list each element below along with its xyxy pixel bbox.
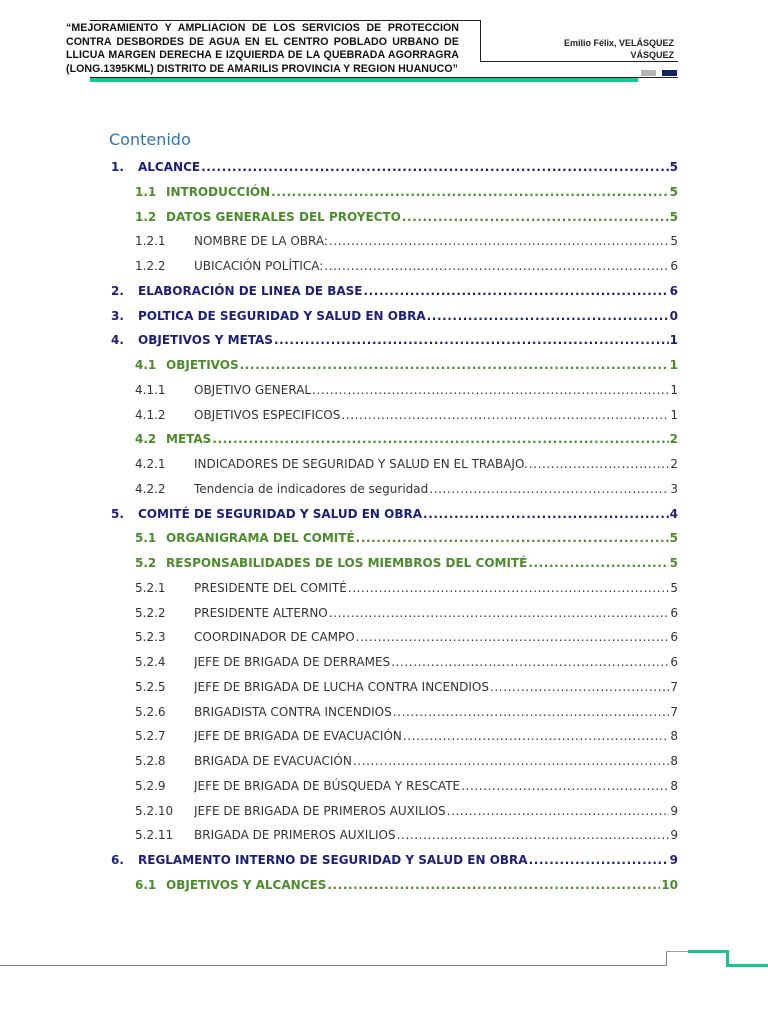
toc-entry-line [138, 506, 678, 522]
toc-entry[interactable] [0, 702, 768, 720]
toc-entry-number: 5.2.9 [135, 778, 166, 793]
toc-entry[interactable] [0, 157, 768, 175]
toc-entry-number: 6. [111, 853, 124, 867]
toc-entry-number: 1.2 [135, 209, 157, 224]
toc-entry-number: 5. [111, 506, 124, 521]
header-green-bar [90, 78, 638, 82]
toc-entry-page[interactable]: 6 [669, 283, 678, 298]
toc-dot-leader [348, 580, 670, 596]
toc-entry-label[interactable]: UBICACIÓN POLÍTICA: [194, 259, 324, 273]
toc-entry-number: 2. [111, 283, 124, 298]
toc-entry[interactable] [0, 825, 768, 843]
toc-entry-page[interactable]: 6 [670, 605, 678, 620]
toc-entry-page[interactable]: 5 [669, 184, 678, 199]
toc-dot-leader [240, 357, 669, 373]
toc-entry-label[interactable]: ORGANIGRAMA DEL COMITÉ [166, 531, 355, 546]
toc-entry-number: 4.1.2 [135, 407, 166, 422]
toc-entry-number: 4.2 [135, 432, 157, 447]
toc-entry-line [194, 679, 678, 695]
toc-entry[interactable] [0, 553, 768, 571]
footer-rule [0, 965, 666, 966]
toc-entry-line [166, 530, 678, 546]
toc-entry-number: 5.2.8 [135, 754, 166, 768]
header-vertical-rule [480, 20, 481, 62]
toc-entry-label[interactable]: DATOS GENERALES DEL PROYECTO [166, 209, 401, 224]
toc-dot-leader [402, 209, 669, 225]
toc-entry-page[interactable]: 7 [670, 679, 678, 694]
toc-dot-leader [356, 629, 670, 645]
project-title-line: (LONG.1395KML) DISTRITO DE AMARILIS PROVINCIA Y REGION HUANUCO” [66, 62, 459, 75]
toc-entry[interactable] [0, 627, 768, 645]
toc-entry-line [166, 184, 678, 200]
header-gray-accent [641, 70, 656, 76]
toc-entry-number: 4. [111, 333, 124, 348]
toc-entry-line [194, 827, 678, 843]
toc-entry-page[interactable]: 1 [670, 407, 678, 422]
toc-dot-leader [461, 778, 669, 794]
author-name [564, 37, 674, 61]
toc-entry-page[interactable]: 10 [661, 877, 678, 892]
toc-entry-label[interactable]: OBJETIVOS ESPECIFICOS [194, 407, 341, 422]
toc-entry[interactable] [0, 578, 768, 596]
toc-entry-number: 1.2.2 [135, 259, 166, 273]
toc-entry[interactable] [0, 281, 768, 299]
toc-entry-number: 4.1 [135, 358, 157, 372]
toc-entry[interactable] [0, 726, 768, 744]
toc-entry-number: 5.2.3 [135, 630, 166, 645]
header-top-rule [90, 20, 480, 21]
toc-heading: Contenido [109, 130, 191, 149]
toc-dot-leader [274, 332, 669, 348]
toc-entry-label[interactable]: REGLAMENTO INTERNO DE SEGURIDAD Y SALUD EN OBRA [138, 853, 528, 867]
toc-dot-leader [341, 407, 669, 423]
toc-entry-line [194, 407, 678, 423]
toc-entry-number: 4.2.2 [135, 481, 166, 496]
toc-entry-page[interactable]: 2 [669, 432, 678, 447]
footer-green-bottom [726, 964, 768, 967]
toc-entry-label[interactable]: COMITÉ DE SEGURIDAD Y SALUD EN OBRA [138, 506, 423, 521]
toc-entry-page[interactable]: 0 [669, 308, 678, 323]
toc-dot-leader [356, 530, 669, 546]
toc-entry[interactable] [0, 429, 768, 447]
project-title [66, 22, 459, 76]
toc-entry-label[interactable]: INDICADORES DE SEGURIDAD Y SALUD EN EL TRABAJO. [194, 457, 528, 471]
toc-entry-line [194, 456, 678, 472]
toc-entry-number: 4.2.1 [135, 457, 166, 471]
toc-entry[interactable] [0, 330, 768, 348]
toc-dot-leader [403, 728, 669, 744]
toc-dot-leader [271, 184, 668, 200]
toc-entry-label[interactable]: BRIGADISTA CONTRA INCENDIOS [194, 704, 392, 719]
toc-entry-number: 1.1 [135, 184, 157, 199]
toc-entry-label[interactable]: JEFE DE BRIGADA DE PRIMEROS AUXILIOS [194, 803, 446, 818]
toc-dot-leader [201, 159, 669, 175]
toc-entry-label[interactable]: PRESIDENTE DEL COMITÉ [194, 580, 347, 595]
toc-entry-label[interactable]: POLTICA DE SEGURIDAD Y SALUD EN OBRA [138, 308, 426, 323]
toc-entry[interactable] [0, 776, 768, 794]
toc-entry-label[interactable]: JEFE DE BRIGADA DE BÚSQUEDA Y RESCATE [194, 778, 461, 793]
project-title-line: “MEJORAMIENTO Y AMPLIACION DE LOS SERVICIOS DE PROTECCION [66, 22, 459, 34]
toc-entry[interactable] [0, 652, 768, 670]
toc-entry-label[interactable]: JEFE DE BRIGADA DE DERRAMES [194, 655, 391, 669]
header-right-rule [480, 61, 678, 62]
toc-entry-label[interactable]: COORDINADOR DE CAMPO [194, 630, 355, 645]
toc-entry-number: 5.2.7 [135, 729, 166, 744]
toc-entry-page[interactable]: 4 [669, 506, 678, 521]
toc-entry-page[interactable]: 9 [669, 853, 678, 867]
toc-entry-number: 5.2.6 [135, 704, 166, 719]
toc-dot-leader [329, 233, 669, 249]
toc-entry-label[interactable]: OBJETIVOS Y ALCANCES [166, 877, 327, 892]
footer-green-top [688, 950, 729, 953]
toc-entry-line [194, 654, 678, 670]
toc-entry-number: 4.1.1 [135, 382, 166, 397]
toc-entry-label[interactable]: ELABORACIÓN DE LINEA DE BASE [138, 283, 363, 298]
toc-entry[interactable] [0, 801, 768, 819]
toc-entry-line [194, 605, 678, 621]
toc-entry[interactable] [0, 875, 768, 893]
toc-entry-number: 3. [111, 308, 124, 323]
toc-entry[interactable] [0, 355, 768, 373]
toc-entry-line [194, 233, 678, 249]
toc-entry-number: 1.2.1 [135, 234, 166, 249]
toc-entry-page[interactable]: 3 [670, 481, 678, 496]
toc-entry-label[interactable]: OBJETIVOS Y METAS [138, 333, 273, 348]
toc-entry-label[interactable]: Tendencia de indicadores de seguridad [194, 481, 429, 496]
toc-entry-line [194, 803, 678, 819]
toc-entry-line [138, 852, 678, 868]
toc-entry[interactable] [0, 454, 768, 472]
toc-entry-line [194, 753, 678, 769]
toc-entry-label[interactable]: INTRODUCCIÓN [166, 184, 271, 199]
toc-entry-line [194, 382, 678, 398]
toc-dot-leader [363, 283, 668, 299]
toc-entry-label[interactable]: NOMBRE DE LA OBRA: [194, 234, 328, 249]
toc-dot-leader [393, 704, 670, 720]
header-navy-accent [662, 70, 677, 76]
author-line-1: Emilio Félix, VELÁSQUEZ [563, 38, 674, 48]
toc-entry-label[interactable]: PRESIDENTE ALTERNO [194, 605, 328, 620]
footer-step-vertical [666, 951, 667, 966]
toc-entry-page[interactable]: 6 [670, 630, 678, 645]
toc-entry[interactable] [0, 528, 768, 546]
toc-entry[interactable] [0, 231, 768, 249]
toc-entry[interactable] [0, 479, 768, 497]
toc-entry-number: 5.2 [135, 556, 157, 570]
toc-entry-number: 5.1 [135, 531, 157, 546]
toc-entry-page[interactable]: 1 [669, 358, 678, 372]
toc-entry-label[interactable]: OBJETIVOS [166, 358, 239, 372]
toc-entry-line [194, 778, 678, 794]
toc-dot-leader [397, 827, 670, 843]
toc-dot-leader [528, 555, 668, 571]
author-line-2: VÁSQUEZ [630, 50, 674, 60]
toc-entry-page[interactable]: 2 [670, 457, 678, 471]
toc-entry-line [166, 877, 678, 893]
toc-entry-number: 1. [111, 160, 124, 174]
toc-entry-line [138, 332, 678, 348]
toc-entry-line [194, 481, 678, 497]
toc-entry-line [166, 431, 678, 447]
toc-entry-number: 5.2.1 [135, 580, 166, 595]
toc-entry-number: 5.2.5 [135, 679, 166, 694]
toc-entry-number: 5.2.4 [135, 655, 166, 669]
project-title-line: CONTRA DESBORDES DE AGUA EN EL CENTRO POBLADO URBANO DE [66, 35, 459, 48]
toc-dot-leader [423, 506, 669, 522]
toc-entry-label[interactable]: METAS [166, 432, 212, 447]
toc-entry-page[interactable]: 1 [670, 382, 678, 397]
toc-dot-leader [327, 877, 660, 893]
toc-entry-label[interactable]: BRIGADA DE PRIMEROS AUXILIOS [194, 828, 396, 843]
toc-entry-line [194, 728, 678, 744]
toc-dot-leader [312, 382, 669, 398]
toc-entry-line [138, 283, 678, 299]
toc-entry[interactable] [0, 603, 768, 621]
toc-entry[interactable] [0, 405, 768, 423]
toc-dot-leader [529, 456, 670, 472]
toc-entry-line [138, 159, 678, 175]
toc-dot-leader [353, 753, 670, 769]
toc-entry-line [194, 258, 678, 274]
toc-entry-line [194, 629, 678, 645]
toc-entry-label[interactable]: BRIGADA DE EVACUACIÓN [194, 754, 352, 768]
toc-entry[interactable] [0, 504, 768, 522]
toc-entry[interactable] [0, 207, 768, 225]
toc-entry-page[interactable]: 9 [670, 803, 678, 818]
toc-entry-page[interactable]: 5 [670, 580, 678, 595]
toc-entry-line [194, 580, 678, 596]
toc-entry-number: 5.2.10 [135, 803, 174, 818]
toc-entry-page[interactable]: 5 [669, 531, 678, 546]
toc-entry-number: 6.1 [135, 877, 157, 892]
toc-dot-leader [391, 654, 669, 670]
footer-step-top [666, 951, 688, 952]
toc-dot-leader [490, 679, 669, 695]
toc-entry-line [166, 555, 678, 571]
toc-dot-leader [447, 803, 670, 819]
toc-entry[interactable] [0, 306, 768, 324]
project-title-line: LLICUA MARGEN DERECHA E IZQUIERDA DE LA QUEBRADA AGORRAGRA [66, 49, 459, 61]
toc-entry-page[interactable]: 5 [669, 209, 678, 224]
toc-entry-number: 5.2.2 [135, 605, 166, 620]
toc-entry-label[interactable]: OBJETIVO GENERAL [194, 382, 312, 397]
toc-entry-page[interactable]: 5 [669, 556, 678, 570]
toc-entry[interactable] [0, 256, 768, 274]
toc-entry-page[interactable]: 6 [670, 259, 678, 273]
toc-entry[interactable] [0, 677, 768, 695]
toc-entry[interactable] [0, 380, 768, 398]
toc-entry-line [194, 704, 678, 720]
toc-entry-page[interactable]: 1 [669, 333, 678, 348]
toc-entry-line [166, 357, 678, 373]
toc-entry-page[interactable]: 9 [670, 828, 678, 843]
toc-entry-number: 5.2.11 [135, 828, 174, 843]
toc-entry-page[interactable]: 6 [670, 655, 678, 669]
toc-entry-label[interactable]: ALCANCE [138, 160, 201, 174]
toc-entry[interactable] [0, 182, 768, 200]
toc-dot-leader [329, 605, 670, 621]
toc-entry-page[interactable]: 7 [670, 704, 678, 719]
toc-entry-line [138, 308, 678, 324]
toc-dot-leader [324, 258, 669, 274]
toc-entry-line [166, 209, 678, 225]
toc-entry[interactable] [0, 751, 768, 769]
toc-entry-page[interactable]: 8 [670, 729, 678, 744]
toc-dot-leader [212, 431, 668, 447]
toc-entry-page[interactable]: 5 [670, 234, 678, 249]
toc-entry-label[interactable]: JEFE DE BRIGADA DE LUCHA CONTRA INCENDIOS [194, 679, 489, 694]
toc-entry-page[interactable]: 8 [670, 754, 678, 768]
toc-entry-page[interactable]: 8 [670, 778, 678, 793]
toc-entry-page[interactable]: 5 [669, 160, 678, 174]
toc-dot-leader [529, 852, 669, 868]
toc-dot-leader [427, 308, 669, 324]
toc-entry-label[interactable]: JEFE DE BRIGADA DE EVACUACIÓN [194, 729, 402, 744]
toc-entry-label[interactable]: RESPONSABILIDADES DE LOS MIEMBROS DEL COMITÉ [166, 556, 528, 570]
toc-entry[interactable] [0, 850, 768, 868]
toc-dot-leader [429, 481, 669, 497]
